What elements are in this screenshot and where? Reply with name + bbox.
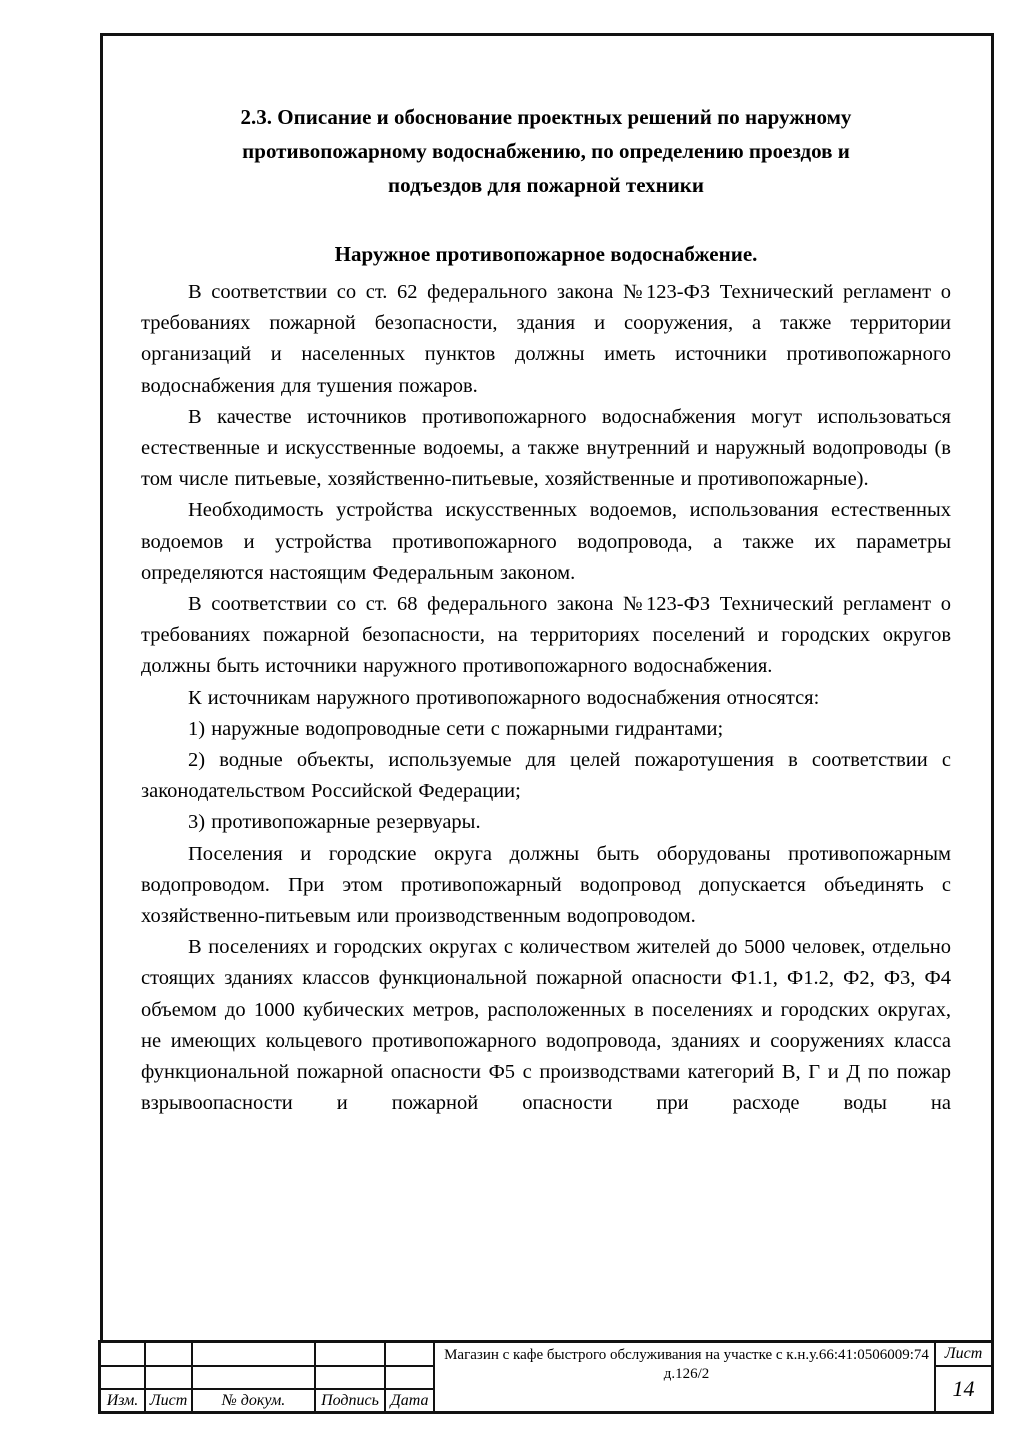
stamp-col-list: Лист	[146, 1390, 193, 1411]
document-content	[141, 100, 951, 1119]
paragraph: В качестве источников противопожарного водоснабжения могут использоваться естественные и искусственные водоемы, а также внутренний и наружный водопроводы (в том числе питьевые, хозяйственно-питьевые, хозяйственные и противопожарные).	[141, 405, 951, 491]
paragraph: Необходимость устройства искусственных водоемов, использования естественных водоемов и устройства противопожарного водопровода, а также их параметры определяются настоящим Федеральным законом.	[141, 499, 951, 584]
stamp-empty-cell	[101, 1367, 146, 1390]
section-title-line: 2.3. Описание и обоснование проектных решений по наружному	[240, 105, 852, 129]
stamp-empty-cell	[316, 1343, 386, 1367]
list-item: 1) наружные водопроводные сети с пожарными гидрантами;	[188, 717, 724, 740]
title-block-stamp	[98, 1340, 994, 1414]
stamp-empty-cell	[101, 1343, 146, 1367]
paragraph: В поселениях и городских округах с количеством жителей до 5000 человек, отдельно стоящих зданиях классов функциональной пожарной опасности Ф1.1, Ф1.2, Ф2, Ф3, Ф4 объемом до 1000 кубических метров, расположенных в поселениях и городских округах, не имеющих кольцевого противопожарного водопровода, зданиях и сооружениях класса функциональной пожарной опасности Ф5 с производствами категорий В, Г и Д по пожар взрывоопасности и пожарной опасности при расходе воды на	[141, 936, 951, 1115]
stamp-col-data: Дата	[386, 1390, 435, 1411]
title-block-grid	[101, 1343, 991, 1411]
list-item: 3) противопожарные резервуары.	[188, 811, 481, 834]
paragraph: К источникам наружного противопожарного водоснабжения относятся:	[188, 686, 820, 709]
paragraph: В соответствии со ст. 62 федерального закона №123-ФЗ Технический регламент о требованиях пожарной безопасности, здания и сооружения, а также территории организаций и населенных пунктов должны иметь источники противопожарного водоснабжения для тушения пожаров.	[141, 281, 951, 397]
stamp-sheet-label: Лист	[936, 1343, 991, 1367]
paragraph: Поселения и городские округа должны быть оборудованы противопожарным водопроводом. При этом противопожарный водопровод допускается объединять с хозяйственно-питьевым или производственным водопроводом.	[141, 842, 951, 928]
stamp-col-podpis: Подпись	[316, 1390, 386, 1411]
stamp-empty-cell	[193, 1343, 316, 1367]
stamp-empty-cell	[193, 1367, 316, 1390]
stamp-col-ndokum: № докум.	[193, 1390, 316, 1411]
section-title-line: противопожарному водоснабжению, по определению проездов и	[242, 139, 850, 163]
stamp-empty-cell	[386, 1367, 435, 1390]
stamp-empty-cell	[146, 1367, 193, 1390]
page-border-frame	[100, 33, 994, 1414]
section-title-line: подъездов для пожарной техники	[388, 173, 704, 197]
paragraph: В соответствии со ст. 68 федерального закона №123-ФЗ Технический регламент о требованиях пожарной безопасности, на территориях поселений и городских округов должны быть источники наружного противопожарного водоснабжения.	[141, 593, 951, 678]
list-item: 2) водные объекты, используемые для целей пожаротушения в соответствии с законодательством Российской Федерации;	[141, 749, 951, 803]
stamp-col-izm: Изм.	[101, 1390, 146, 1411]
stamp-empty-cell	[386, 1343, 435, 1367]
subsection-heading: Наружное противопожарное водоснабжение.	[334, 242, 758, 266]
stamp-empty-cell	[316, 1367, 386, 1390]
stamp-project-name: Магазин с кафе быстрого обслуживания на участке с к.н.у.66:41:0506009:74 д.126/2	[435, 1343, 936, 1411]
stamp-empty-cell	[146, 1343, 193, 1367]
section-title	[141, 100, 951, 202]
stamp-sheet-number: 14	[952, 1376, 975, 1401]
body-text	[141, 277, 951, 1119]
